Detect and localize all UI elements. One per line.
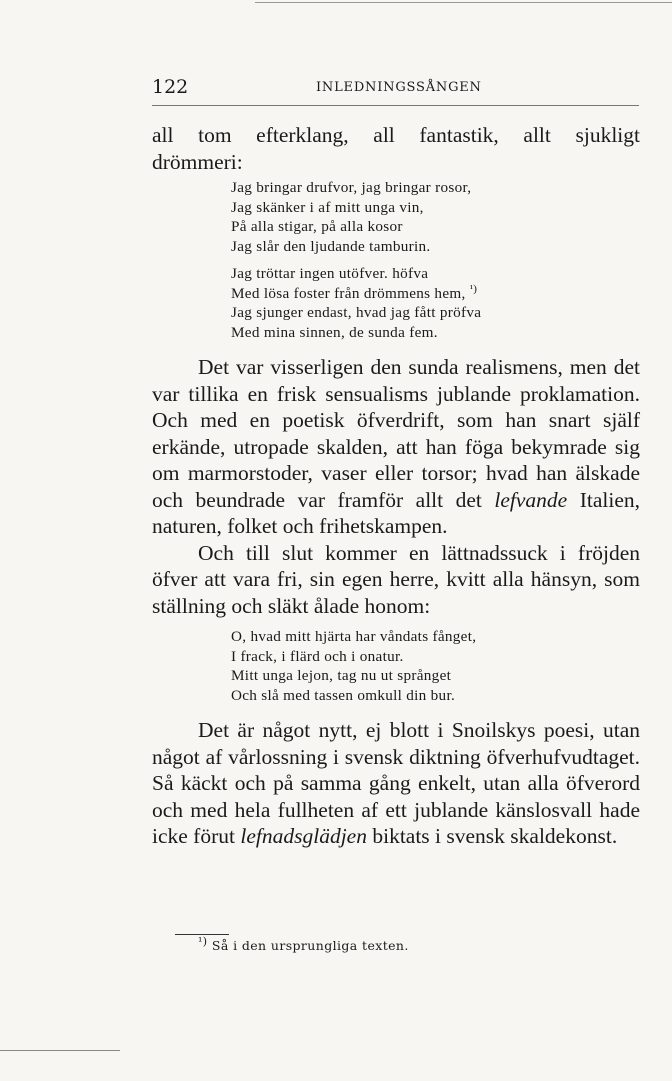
poem-line: Jag tröttar ingen utöfver. höfva xyxy=(231,265,429,282)
scan-edge-top xyxy=(255,2,672,3)
poem-line: O, hvad mitt hjärta har våndats fånget, xyxy=(231,628,477,645)
footnote-marker: ¹) xyxy=(469,282,478,295)
poem-2 xyxy=(152,627,640,705)
running-title: INLEDNINGSSÅNGEN xyxy=(316,80,482,95)
footnote-text: Så i den ursprungliga texten. xyxy=(211,938,409,953)
poem-1 xyxy=(152,178,640,342)
paragraph-3: Och till slut kommer en lättnadssuck i fröjden öfver att vara fri, sin egen herre, kvitt alla hänsyn, som ställning och släkt ålade honom: xyxy=(152,540,640,618)
italic-word: lefvande xyxy=(494,487,568,512)
main-text xyxy=(152,122,640,850)
poem-line-with-footnote: Med lösa foster från drömmens hem, $^{^1)}$ xyxy=(231,282,478,302)
poem-line: I frack, i flärd och i onatur. xyxy=(231,647,404,665)
footnote-marker: ¹) xyxy=(198,934,208,948)
header-rule xyxy=(152,105,639,106)
poem-line: På alla stigar, på alla kosor xyxy=(231,218,403,235)
poem-line: Jag bringar drufvor, jag bringar rosor, xyxy=(231,179,472,196)
opening-line-1: all tom efterklang, all fantastik, allt sjukligt xyxy=(152,123,640,147)
opening-paragraph-end xyxy=(152,149,640,176)
italic-word: lefnadsglädjen xyxy=(240,824,367,848)
poem-line: Mitt unga lejon, tag nu ut språnget xyxy=(231,667,452,684)
paragraph-4: Det är något nytt, ej blott i Snoilskys poesi, utan något af vårlossning i svensk diktning öfverhufvudtaget. Så käckt och på samma gång enkelt, utan alla öfverord och med hela fullheten af ett jublande känslosvall hade icke förut lefnadsglädjen biktats i svensk skaldekonst. xyxy=(152,718,640,848)
poem-line: Jag sjunger endast, hvad jag fått pröfva xyxy=(231,304,482,321)
page-header xyxy=(152,76,640,100)
poem-line: Och slå med tassen omkull din bur. xyxy=(231,686,456,704)
opening-paragraph xyxy=(152,122,640,149)
page-number: 122 xyxy=(152,76,189,98)
poem-line: Med mina sinnen, de sunda fem. xyxy=(231,323,438,341)
opening-line-2: drömmeri: xyxy=(152,149,243,174)
paragraph-2: Det var visserligen den sunda realismens, men det var tillika en frisk sensualisms jublande proklamation. Och med en poetisk öfverdrift, som han snart själf erkände, utropade skalden, att han föga bekymrade sig om marmorstoder, vaser eller torsor; hvad han älskade och beundrade var framför allt det lefvande Italien, naturen, folket och frihetskampen. xyxy=(152,355,641,538)
poem-line: Jag slår den ljudande tamburin. xyxy=(231,237,431,255)
scan-edge-bottom xyxy=(0,1050,120,1051)
footnote xyxy=(198,934,409,953)
poem-line: Jag skänker i af mitt unga vin, xyxy=(231,198,424,216)
